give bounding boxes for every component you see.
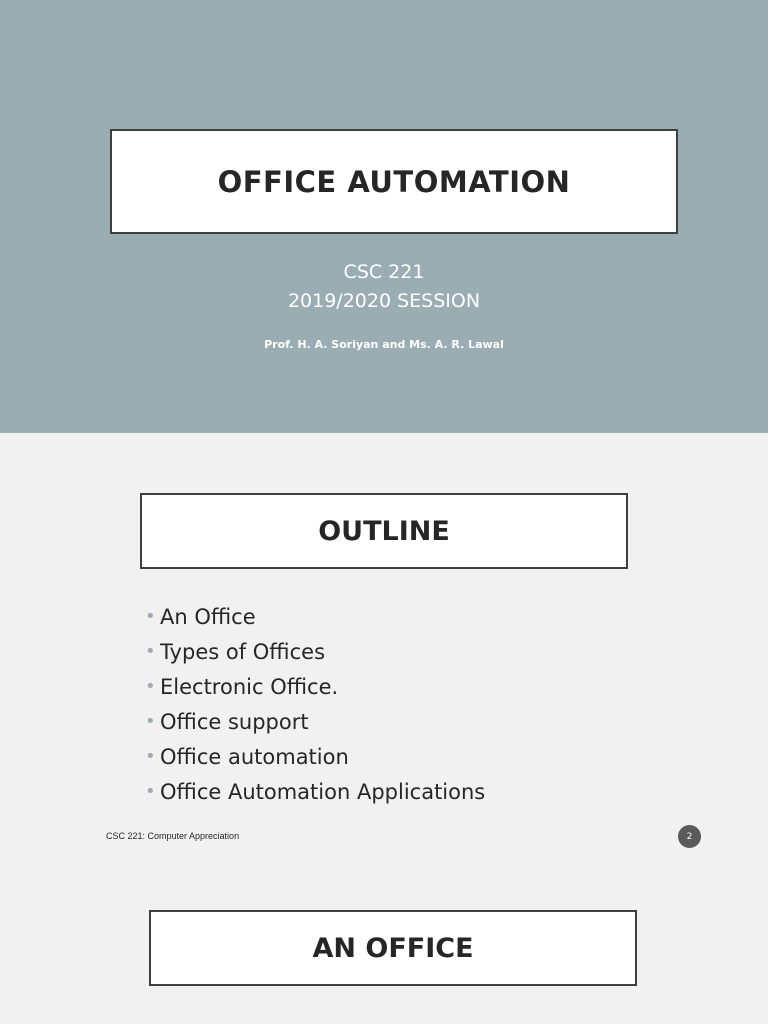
bullet-icon: • <box>145 711 156 732</box>
list-item-text: Types of Offices <box>160 639 326 664</box>
bullet-icon: • <box>145 606 156 627</box>
list-item-text: Office automation <box>160 744 349 769</box>
list-item <box>145 634 485 669</box>
list-item <box>145 599 485 634</box>
bullet-icon: • <box>145 641 156 662</box>
session-label: 2019/2020 SESSION <box>287 290 481 312</box>
outline-slide <box>0 433 768 859</box>
list-item-text: An Office <box>160 604 256 629</box>
list-item <box>145 669 485 704</box>
list-item <box>145 774 485 809</box>
list-item-text: Electronic Office. <box>160 674 339 699</box>
an-office-title: AN OFFICE <box>312 932 474 964</box>
an-office-slide <box>0 859 768 1024</box>
slide-footer: CSC 221: Computer Appreciation <box>106 831 240 841</box>
outline-title-box <box>140 493 628 569</box>
outline-list <box>145 599 485 809</box>
title-slide <box>0 0 768 433</box>
page-number-badge: 2 <box>678 825 701 848</box>
title-box <box>110 129 678 234</box>
an-office-title-box <box>149 910 637 986</box>
authors-line: Prof. H. A. Soriyan and Ms. A. R. Lawal <box>264 338 504 351</box>
bullet-icon: • <box>145 676 156 697</box>
list-item-text: Office support <box>160 709 309 734</box>
outline-title: OUTLINE <box>318 515 450 547</box>
list-item <box>145 739 485 774</box>
bullet-icon: • <box>145 746 156 767</box>
list-item-text: Office Automation Applications <box>160 779 486 804</box>
slide-title: OFFICE AUTOMATION <box>217 164 571 199</box>
course-code: CSC 221 <box>343 261 425 283</box>
bullet-icon: • <box>145 781 156 802</box>
list-item <box>145 704 485 739</box>
